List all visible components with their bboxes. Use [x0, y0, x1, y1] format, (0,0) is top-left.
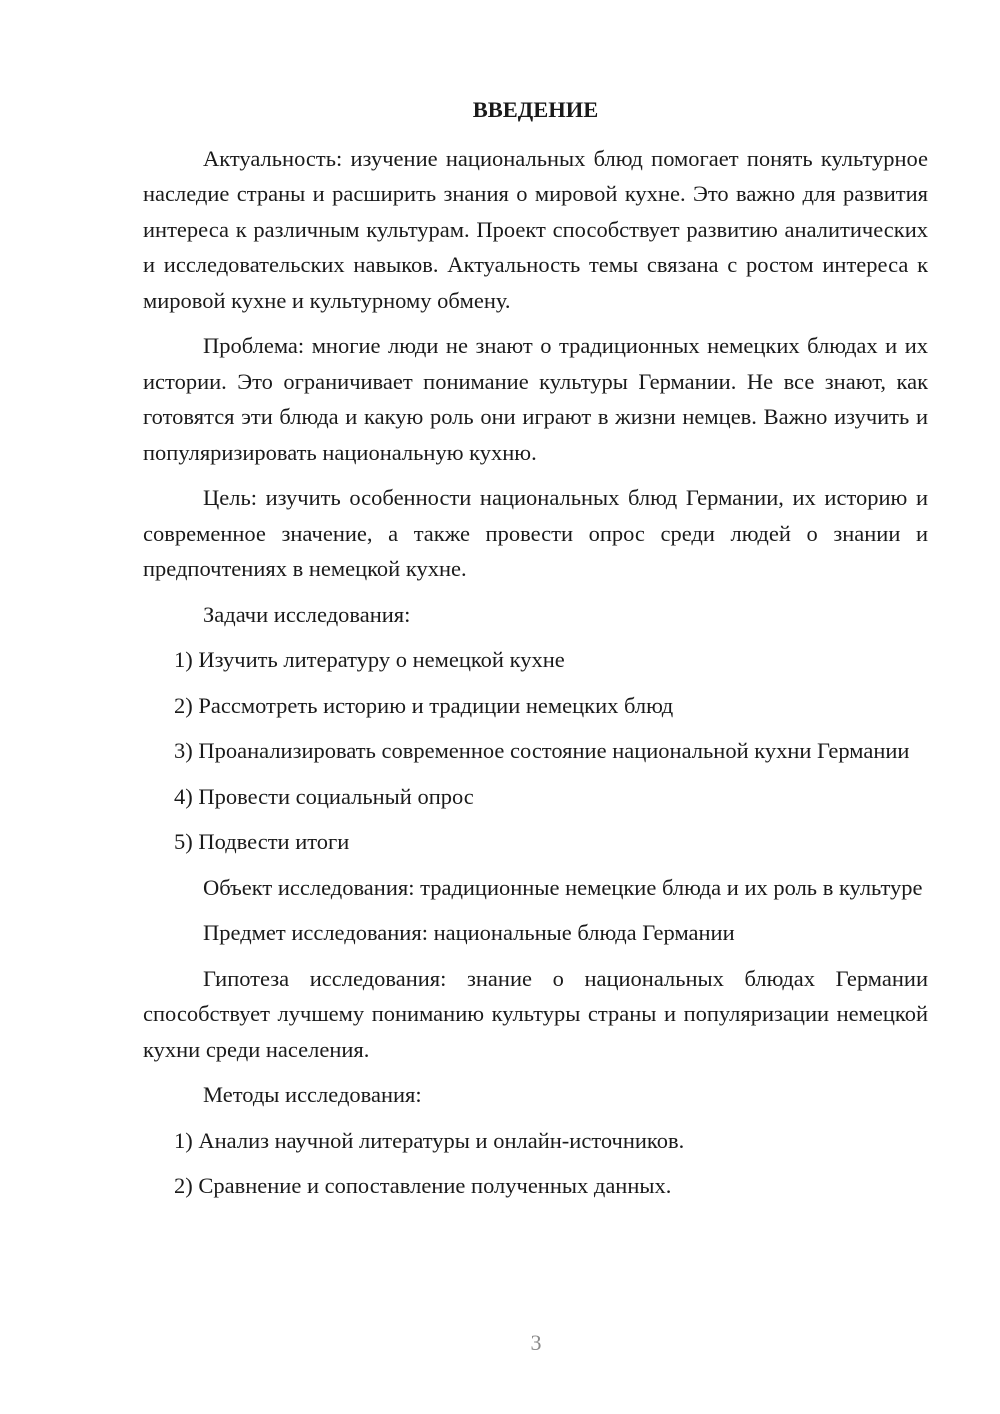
task-item: 1) Изучить литературу о немецкой кухне [174, 647, 565, 672]
page-number: 3 [530, 1330, 542, 1355]
tasks-heading: Задачи исследования: [203, 601, 411, 627]
task-item: 2) Рассмотреть историю и традиции немецких блюд [174, 692, 674, 718]
object-paragraph: Объект исследования: традиционные немецкие блюда и их роль в культуре [203, 874, 923, 900]
problem-paragraph: Проблема: многие люди не знают о традиционных немецких блюдах и их истории. Это ограничивает понимание культуры Германии. Не все знают, как готовятся эти блюда и какую роль они играют в жизни немцев. Важно изучить и популяризировать национальную кухню. [143, 333, 928, 465]
hypothesis-paragraph: Гипотеза исследования: знание о национальных блюдах Германии способствует лучшему пониманию культуры страны и популяризации немецкой кухни среди населения. [143, 965, 928, 1062]
task-item: 4) Провести социальный опрос [174, 783, 474, 809]
page-title: ВВЕДЕНИЕ [472, 97, 599, 122]
task-item: 3) Проанализировать современное состояние национальной кухни Германии [174, 738, 910, 763]
document-page [143, 92, 928, 1214]
task-item: 5) Подвести итоги [174, 829, 350, 854]
method-item: 2) Сравнение и сопоставление полученных данных. [174, 1173, 672, 1198]
method-item: 1) Анализ научной литературы и онлайн-источников. [174, 1127, 685, 1153]
methods-heading: Методы исследования: [203, 1082, 422, 1107]
subject-paragraph: Предмет исследования: национальные блюда Германии [203, 920, 735, 945]
goal-paragraph: Цель: изучить особенности национальных блюд Германии, их историю и современное значение, а также провести опрос среди людей о знании и предпочтениях в немецкой кухне. [143, 485, 928, 581]
relevance-paragraph: Актуальность: изучение национальных блюд помогает понять культурное наследие страны и расширить знания о мировой кухне. Это важно для развития интереса к различным культурам. Проект способствует развитию аналитических и исследовательских навыков. Актуальность темы связана с ростом интереса к мировой кухне и культурному обмену. [143, 145, 928, 313]
